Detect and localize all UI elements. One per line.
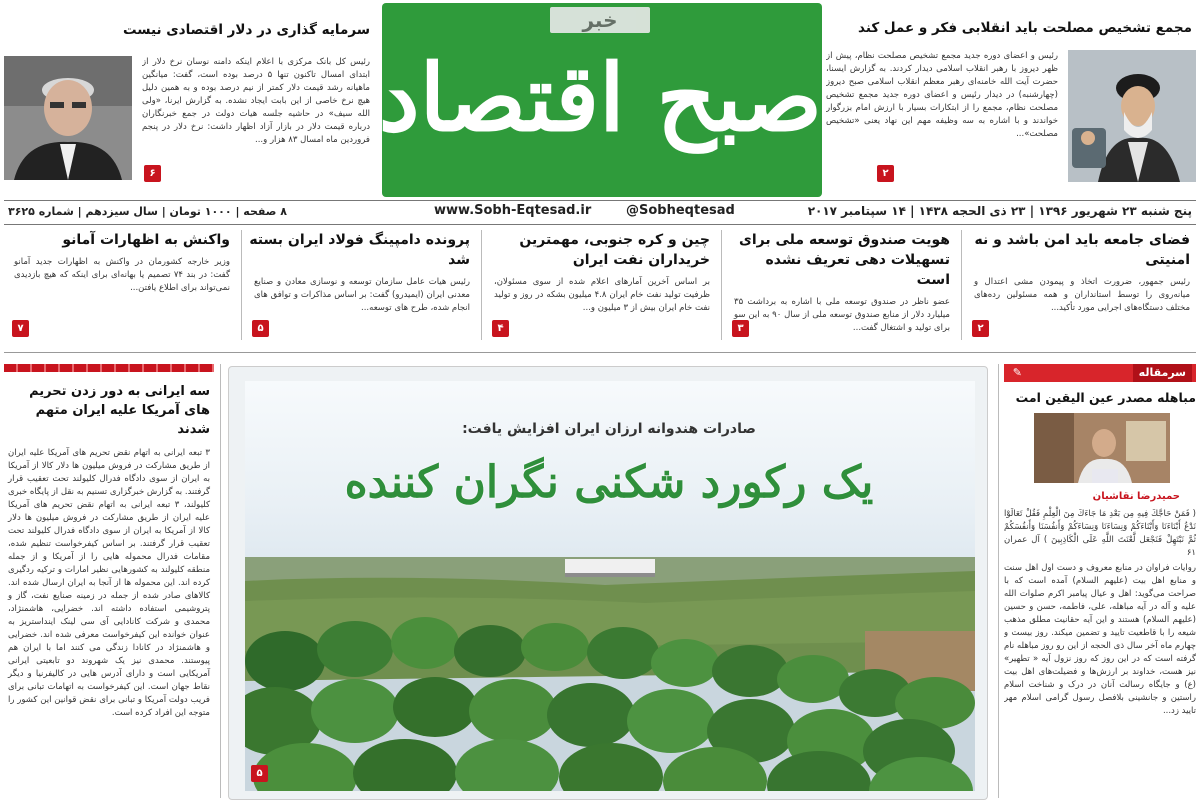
strip-divider [241,230,242,340]
left-column-headline[interactable]: سه ایرانی به دور زدن تحریم های آمریکا علیه ایران متهم شدند [29,384,210,437]
top-right-headline[interactable]: مجمع تشخیص مصلحت باید انقلابی فکر و عمل کند [858,20,1192,36]
official-photo [4,56,132,180]
strip-item[interactable] [8,230,236,348]
page-badge: ۵ [252,320,269,337]
left-column [4,364,214,802]
main-story-frame[interactable] [228,366,988,800]
editorial-tag: سرمقاله [1133,364,1192,382]
strip-item[interactable] [488,230,716,348]
editorial-body: روایات فراوان در منابع معروف و دست اول اهل سنت و منابع اهل بیت (علیهم السلام) آمده است که با صراحت می‌گوید: اهل و عیال پیامبر اکرم صلوات الله علیه و آله در آیه مباهله، علی، فاطمه، حسن و حسین (علیهم السلام) هستند و این آیه حقانیت مطلق مذهب شیعه را با قاطعیت تایید و تضمین میکند. روز بیست و چهارم ماه آخر سال ذی الحجه از این رو روز مباهله نام گرفته است که در این روز که روز نزول آیه « تطهیر» نیز هست، خداوند بر ارزش‌ها و فضیلت‌های اهل بیت (ع) و جایگاه رسالت آنان در درک و شناخت اسلام راستین و جانشینی بلافصل رسول گرامی اسلام مهر تایید زد... [1004,563,1196,716]
strip-bottom-rule [4,352,1196,353]
page-badge: ۶ [144,165,161,182]
main-headline[interactable]: یک رکورد شکنی نگران کننده [344,457,874,508]
top-left-headline[interactable]: سرمایه گذاری در دلار اقتصادی نیست [123,22,370,38]
editorial-column [1004,364,1196,802]
logo-stamp: خبر [550,7,650,33]
strip-divider [721,230,722,340]
date-line: پنج شنبه ۲۳ شهریور ۱۳۹۶ | ۲۳ ذی الحجه ۱۴۳۸ | ۱۴ سپتامبر ۲۰۱۷ [807,204,1192,218]
strip-divider [481,230,482,340]
author-photo-icon [1034,413,1170,483]
strip-body: رئیس هیات عامل سازمان توسعه و نوسازی معادن و صنایع معدنی ایران (ایمیدرو) گفت: بر اساس مذاکرات و توافق های انجام شده، طرح های توسعه... [254,277,470,313]
strip-item[interactable] [248,230,476,348]
strip-headline: فضای جامعه باید امن باشد و نه امنیتی [974,232,1190,268]
top-left-body: رئیس کل بانک مرکزی با اعلام اینکه دامنه نوسان نرخ دلار از ابتدای امسال تاکنون تنها ۵ درصد بوده است، گفت: میانگین ماهیانه رشد قیمت دلار کمتر از نیم درصد بوده و به همین دلیل هیچ نرخ خاصی از این بابت ایجاد نشده. به گزارش ایرنا، «ولی الله سیف» در حاشیه جلسه هیات دولت در جمع خبرنگاران درباره قیمت دلار در بازار آزاد اظهار داشت: نرخ دلار در پنجم فروردین ماه امسال ۸۳ هزار و... [142,57,370,145]
strip-headline: چین و کره جنوبی، مهمترین خریداران نفت ایران [519,232,710,268]
page-badge: ۷ [12,320,29,337]
editorial-divider [998,364,999,798]
strip-body: بر اساس آخرین آمارهای اعلام شده از سوی مسئولان، ظرفیت تولید نفت خام ایران ۴.۸ میلیون بشکه در روز و تولید نفت خام ایران بیش از ۳ میلیون و... [494,277,710,313]
main-sky [245,381,975,791]
issue-line: ۸ صفحه | ۱۰۰۰ تومان | سال سیزدهم | شماره ۳۶۲۵ [8,205,287,218]
strip-body: رئیس جمهور، ضرورت اتخاذ و پیمودن مشی اعتدال و میانه‌روی را توسط استانداران و همه مسئولین رده‌های مختلف دستگاه‌های اجرایی مورد تأکید... [974,277,1190,313]
website-link[interactable]: www.Sobh-Eqtesad.ir [434,203,592,218]
official-photo-icon [4,56,132,180]
strip-item[interactable] [728,230,956,348]
strip-divider [961,230,962,340]
top-right-body: رئیس و اعضای دوره جدید مجمع تشخیص مصلحت نظام، پیش از ظهر دیروز با رهبر انقلاب اسلامی دیدار کردند. به گزارش ایسنا، حضرت آیت الله خامنه‌ای رهبر معظم انقلاب اسلامی صبح دیروز (چهارشنبه) در دیدار رئیس و اعضای دوره جدید مجمع تشخیص مصلحت نظام، مجمع را از ابتکارات بسیار با ارزش امام بزرگوار خواندند و با اشاره به سه وظیفه مهم این نهاد یعنی «تشخیص مصلحت»... [826,51,1058,139]
page-badge: ۳ [732,320,749,337]
page-badge: ۵ [251,765,268,782]
logo-text: صبح اقتصاد [378,44,822,152]
page-badge: ۲ [972,320,989,337]
leader-photo [1068,50,1196,182]
watermelon-field-icon [245,381,975,791]
strip-item[interactable] [968,230,1196,348]
page-badge: ۲ [877,165,894,182]
author-photo [1034,413,1170,483]
infobar-top-rule [4,200,1196,201]
strip-headline: واکنش به اظهارات آمانو [62,232,230,248]
strip-headline: پرونده دامپینگ فولاد ایران بسته شد [249,232,470,268]
left-column-divider [220,364,221,798]
masthead-logo[interactable] [378,3,822,197]
strip-body: عضو ناظر در صندوق توسعه ملی با اشاره به برداشت ۳۵ میلیارد دلار از منابع صندوق توسعه ملی از سال ۹۰ به این سو برای تولید و اشتغال گفت... [734,297,950,333]
infobar-bottom-rule [4,224,1196,225]
pen-icon: ✎ [1012,366,1022,379]
strip-body: وزیر خارجه کشورمان در واکنش به اظهارات جدید آمانو گفت: در بند ۷۴ تصمیم یا بهانه‌ای برای اینکه که هیچ بازدیدی نمی‌تواند برای اطلاع یافتن... [14,257,230,293]
leader-photo-icon [1068,50,1196,182]
editorial-headline[interactable]: مباهله مصدر عین الیقین امت [1015,390,1196,405]
editorial-quote: ( فَمَنْ حَاجَّكَ فِيهِ مِن بَعْدِ مَا جَاءَكَ مِنَ الْعِلْمِ فَقُلْ تَعَالَوْا نَدْعُ أَبْنَاءَنَا وَأَبْنَاءَكُمْ وَنِسَاءَنَا وَنِسَاءَكُمْ وَأَنفُسَنَا وَأَنفُسَكُمْ ثُمَّ نَبْتَهِلْ فَنَجْعَل لَّعْنَتَ اللَّهِ عَلَى الْكَاذِبِينَ ) آل عمران ۶۱ [1004,509,1196,558]
page-badge: ۴ [492,320,509,337]
news-strip [4,230,1196,350]
strip-headline: هویت صندوق توسعه ملی برای تسهیلات دهی تعریف نشده است [739,232,950,288]
left-column-body: ۳ تبعه ایرانی به اتهام نقض تحریم های آمریکا علیه ایران از طریق مشارکت در فروش میلیون ها دلار کالا از آمریکا به ایران از سوی دادگاه فدرال کلیولند تحت تعقیب قرار گرفتند. به گزارش خبرگزاری تسنیم به نقل از پایگاه خبری کلیولند، ۳ تبعه ایرانی به اتهام نقض تحریم های آمریکا علیه ایران از طریق مشارکت در فروش میلیون ها دلار کالا از آمریکا به ایران از سوی دادگاه فدرال کلیولند تحت تعقیب قرار گرفتند. بر اساس کیفرخواست تنظیم شده، مقامات فدرال محموله هایی را از آمریکا و از جمله منطقه کلیولند به کشورهایی نظیر امارات و ترکیه ردگیری کرده اند. این محموله ها از آنجا به ایران ارسال شده اند. کالاهای صادر شده از جمله در زمینه صنایع نفت، گاز و پتروشیمی استفاده داشته اند. خضرایی، هاشمنژاد، محمدی و شرکت کانادایی آی سی لینک اینداستریز به عنوان خوانده این کیفرخواست معرفی شده اند. خضرایی و هاشمنژاد در کانادا زندگی می کنند اما با ایران هم پیوستند. محمدی نیز یک شهروند دو تابعیتی ایرانی آمریکایی است و دارای آدرس هایی در کالیفرنیا و دیگر نقاط جهان است. این کیفرخواست به اتهامات تبانی برای فریب دولت آمریکا و تبانی برای نقض قوانین این کشور را متوجه این افراد کرده است. [8,448,210,718]
social-handle[interactable]: @Sobheqtesad [626,203,735,218]
main-kicker: صادرات هندوانه ارزان ایران افزایش یافت: [462,421,756,437]
editorial-tag-bar [1004,364,1196,382]
left-column-bar [4,364,214,372]
editorial-author: حمیدرضا نقاشیان [1092,491,1180,502]
